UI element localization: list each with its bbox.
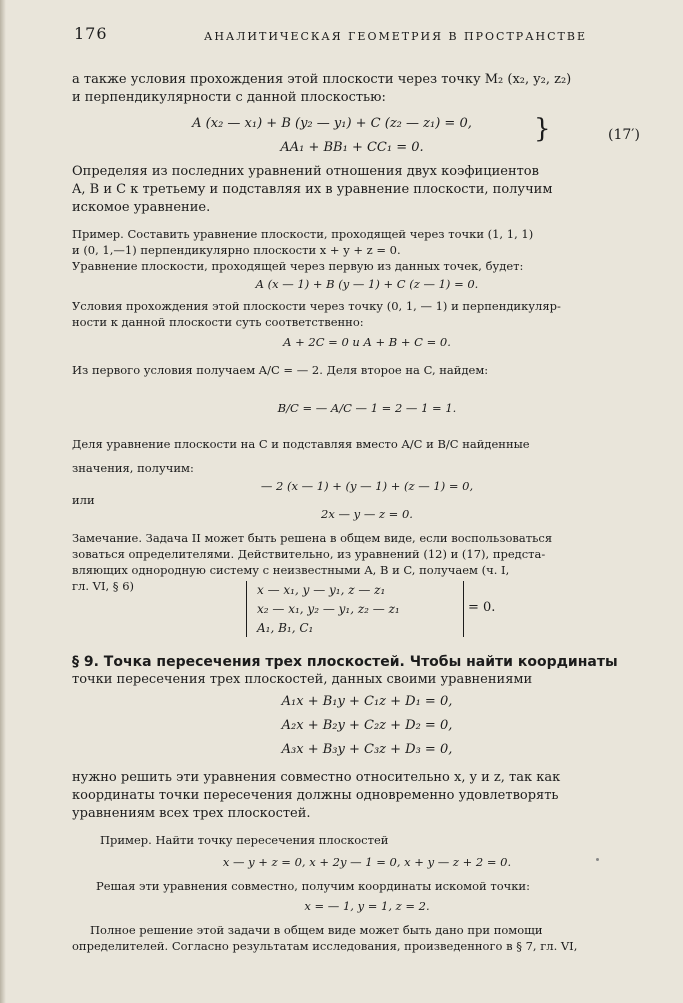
running-header bbox=[0, 24, 683, 48]
section-heading: § 9. Точка пересечения трех плоскостей. Чтобы найти координаты bbox=[72, 654, 618, 670]
text-line: а также условия прохождения этой плоскости через точку M₂ (x₂, y₂, z₂) bbox=[72, 72, 572, 87]
equation: A (x₂ — x₁) + B (y₂ — y₁) + C (z₂ — z₁) = 0, bbox=[192, 116, 472, 131]
running-title: АНАЛИТИЧЕСКАЯ ГЕОМЕТРИЯ В ПРОСТРАНСТВЕ bbox=[204, 30, 588, 43]
page-number: 176 bbox=[74, 24, 108, 43]
text-line: уравнениям всех трех плоскостей. bbox=[72, 806, 311, 821]
example-line: Решая эти уравнения совместно, получим координаты искомой точки: bbox=[96, 879, 530, 893]
text-line: и перпендикулярности с данной плоскостью: bbox=[72, 90, 386, 105]
text-line: Полное решение этой задачи в общем виде может быть дано при помощи bbox=[90, 923, 543, 937]
example-line: Уравнение плоскости, проходящей через первую из данных точек, будет: bbox=[72, 259, 524, 273]
text-line: координаты точки пересечения должны одновременно удовлетворять bbox=[72, 788, 559, 803]
example-line: значения, получим: bbox=[72, 461, 194, 475]
remark-line: вляющих однородную систему с неизвестными A, B и C, получаем (ч. I, bbox=[72, 563, 510, 577]
equation: 2x — y — z = 0. bbox=[321, 507, 413, 521]
determinant-equals: = 0. bbox=[468, 600, 496, 615]
example-line: Пример. Найти точку пересечения плоскостей bbox=[100, 833, 389, 847]
text-line: нужно решить эти уравнения совместно относительно x, y и z, так как bbox=[72, 770, 561, 785]
text-line: искомое уравнение. bbox=[72, 200, 211, 215]
text-line: Определяя из последних уравнений отношения двух коэфициентов bbox=[72, 164, 539, 179]
text-line: A, B и C к третьему и подставляя их в уравнение плоскости, получим bbox=[72, 182, 553, 197]
equation: — 2 (x — 1) + (y — 1) + (z — 1) = 0, bbox=[260, 479, 474, 493]
example-line: и (0, 1,—1) перпендикулярно плоскости x + y + z = 0. bbox=[72, 243, 401, 257]
example-line: Условия прохождения этой плоскости через точку (0, 1, — 1) и перпендикуляр- bbox=[72, 299, 561, 313]
remark-line: Замечание. Задача II может быть решена в общем виде, если воспользоваться bbox=[72, 531, 553, 545]
equation: A₃x + B₃y + C₃z + D₃ = 0, bbox=[281, 742, 453, 757]
remark-line: зоваться определителями. Действительно, из уравнений (12) и (17), предста- bbox=[72, 547, 546, 561]
determinant bbox=[246, 581, 464, 637]
equation: B/C = — A/C — 1 = 2 — 1 = 1. bbox=[277, 401, 457, 415]
equation: A (x — 1) + B (y — 1) + C (z — 1) = 0. bbox=[255, 277, 479, 291]
determinant-row: A₁, B₁, C₁ bbox=[257, 621, 314, 635]
example-line: ности к данной плоскости суть соответственно: bbox=[72, 315, 364, 329]
equation-number: (17′) bbox=[608, 127, 640, 143]
equation: x = — 1, y = 1, z = 2. bbox=[304, 899, 430, 913]
text-line: определителей. Согласно результатам исследования, произведенного в § 7, гл. VI, bbox=[72, 939, 578, 953]
ink-speck bbox=[596, 858, 599, 861]
right-brace-icon: } bbox=[534, 114, 551, 144]
page-gutter-shadow bbox=[0, 0, 6, 1003]
equation: A + 2C = 0 и A + B + C = 0. bbox=[283, 335, 451, 349]
equation: A₂x + B₂y + C₂z + D₂ = 0, bbox=[281, 718, 453, 733]
determinant-row: x₂ — x₁, y₂ — y₁, z₂ — z₁ bbox=[257, 602, 400, 616]
determinant-row: x — x₁, y — y₁, z — z₁ bbox=[257, 583, 386, 597]
equation: A₁x + B₁y + C₁z + D₁ = 0, bbox=[281, 694, 453, 709]
remark-line: гл. VI, § 6) bbox=[72, 579, 135, 593]
equation: AA₁ + BB₁ + CC₁ = 0. bbox=[280, 140, 424, 155]
text-line: точки пересечения трех плоскостей, данных своими уравнениями bbox=[72, 672, 533, 687]
example-line: Из первого условия получаем A/C = — 2. Деля второе на C, найдем: bbox=[72, 363, 489, 377]
equation: x — y + z = 0, x + 2y — 1 = 0, x + y — z + 2 = 0. bbox=[222, 855, 512, 869]
example-line: или bbox=[72, 493, 95, 507]
example-line: Деля уравнение плоскости на C и подставляя вместо A/C и B/C найденные bbox=[72, 437, 530, 451]
example-line: Пример. Составить уравнение плоскости, проходящей через точки (1, 1, 1) bbox=[72, 227, 534, 241]
